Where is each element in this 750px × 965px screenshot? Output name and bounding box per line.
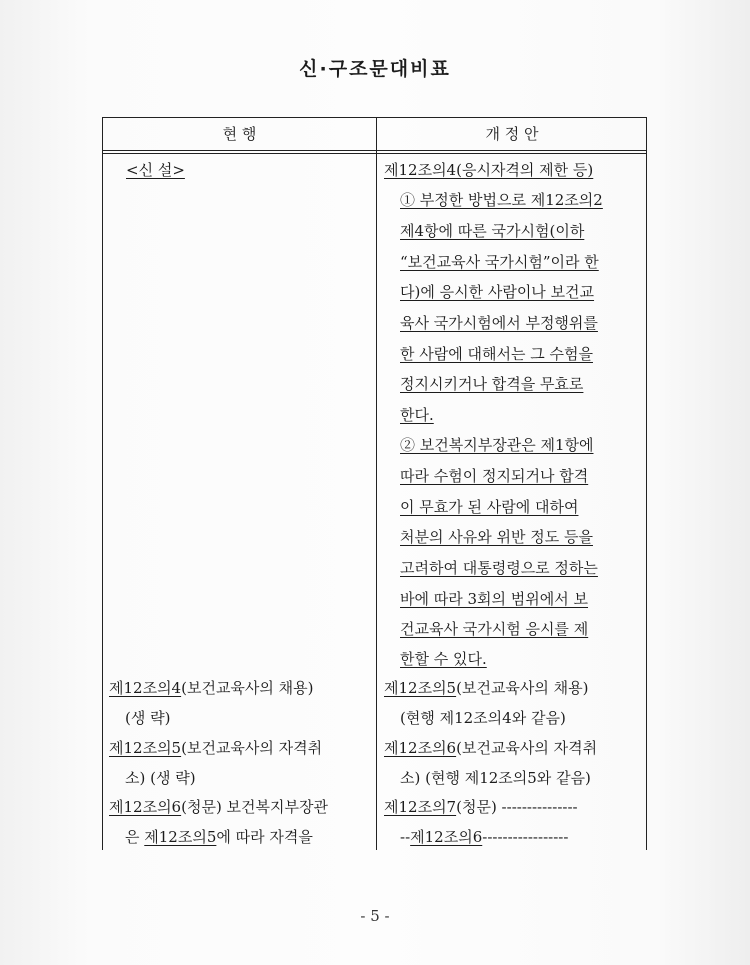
current-article-12-6-reference: 제12조의5 xyxy=(144,828,217,846)
header-divider-double xyxy=(103,153,646,154)
comparison-table xyxy=(102,117,647,850)
proposed-paragraph-line: “보건교육사 국가시험”이라 한 xyxy=(400,253,599,271)
proposed-paragraph-line: 따라 수험이 정지되거나 합격 xyxy=(400,467,589,485)
header-divider xyxy=(103,150,646,151)
current-article-12-4-omitted: (생 략) xyxy=(125,709,171,727)
current-article-12-5-title: (보건교육사의 자격취 xyxy=(181,739,323,757)
current-article-12-4-heading xyxy=(109,678,314,698)
proposed-paragraph-line: ② 보건복지부장관은 제1항에 xyxy=(400,436,594,454)
proposed-article-12-7-number: 제12조의7 xyxy=(384,798,457,816)
proposed-article-12-6-number: 제12조의6 xyxy=(384,739,457,757)
current-article-12-4-title: (보건교육사의 채용) xyxy=(181,679,314,697)
proposed-paragraph-line: 건교육사 국가시험 응시를 제 xyxy=(400,620,589,638)
current-article-12-6-heading xyxy=(109,797,328,817)
proposed-article-12-5-same: (현행 제12조의4와 같음) xyxy=(400,709,566,727)
new-provision-marker: <신 설> xyxy=(126,161,185,179)
proposed-article-12-7-reference: 제12조의6 xyxy=(410,828,483,846)
proposed-paragraph-line: 바에 따라 3회의 범위에서 보 xyxy=(400,590,589,608)
header-current: 현 행 xyxy=(222,125,257,143)
current-article-12-4-number: 제12조의4 xyxy=(109,679,182,697)
current-article-12-6-title: (청문) 보건복지부장관 xyxy=(181,798,328,816)
column-divider xyxy=(376,118,377,850)
proposed-paragraph-line: 정지시키거나 합격을 무효로 xyxy=(400,375,584,393)
proposed-article-12-7-heading xyxy=(384,797,578,817)
proposed-paragraph-line: 다)에 응시한 사람이나 보건교 xyxy=(400,283,595,301)
current-article-12-5-omitted: 소) (생 략) xyxy=(125,769,196,787)
proposed-paragraph-line: 제4항에 따른 국가시험(이하 xyxy=(400,222,585,240)
proposed-paragraph-line: 한 사람에 대해서는 그 수험을 xyxy=(400,345,593,363)
proposed-article-12-7-text-post: ----------------- xyxy=(482,828,569,846)
proposed-paragraph-line: 한다. xyxy=(400,406,434,424)
proposed-article-12-5-number: 제12조의5 xyxy=(384,679,457,697)
proposed-paragraph-line: 한할 수 있다. xyxy=(400,650,487,668)
proposed-paragraph-line: 육사 국가시험에서 부정행위를 xyxy=(400,314,598,332)
proposed-article-12-6-title: (보건교육사의 자격취 xyxy=(456,739,598,757)
proposed-paragraph-line: 고려하여 대통령령으로 정하는 xyxy=(400,559,598,577)
document-title: 신·구조문대비표 xyxy=(299,58,451,80)
proposed-article-12-5-heading xyxy=(384,678,589,698)
page-number: - 5 - xyxy=(360,907,390,925)
proposed-article-12-7-text-pre: -- xyxy=(400,828,411,846)
proposed-article-12-7-title: (청문) --------------- xyxy=(456,798,578,816)
current-article-12-6-number: 제12조의6 xyxy=(109,798,182,816)
current-article-12-5-number: 제12조의5 xyxy=(109,739,182,757)
header-proposed: 개 정 안 xyxy=(485,125,539,143)
current-article-12-6-text-post: 에 따라 자격을 xyxy=(216,828,313,846)
proposed-paragraph-line: ① 부정한 방법으로 제12조의2 xyxy=(400,191,603,209)
current-article-12-6-text xyxy=(125,827,313,847)
proposed-article-12-7-text xyxy=(400,827,568,847)
current-article-12-6-text-pre: 은 xyxy=(125,828,145,846)
proposed-article-12-4-heading: 제12조의4(응시자격의 제한 등) xyxy=(384,161,594,179)
current-article-12-5-heading xyxy=(109,738,322,758)
proposed-article-12-5-title: (보건교육사의 채용) xyxy=(456,679,589,697)
proposed-article-12-6-heading xyxy=(384,738,597,758)
proposed-paragraph-line: 이 무효가 된 사람에 대하여 xyxy=(400,498,579,516)
proposed-paragraph-line: 처분의 사유와 위반 정도 등을 xyxy=(400,528,593,546)
proposed-article-12-6-same: 소) (현행 제12조의5와 같음) xyxy=(400,769,591,787)
